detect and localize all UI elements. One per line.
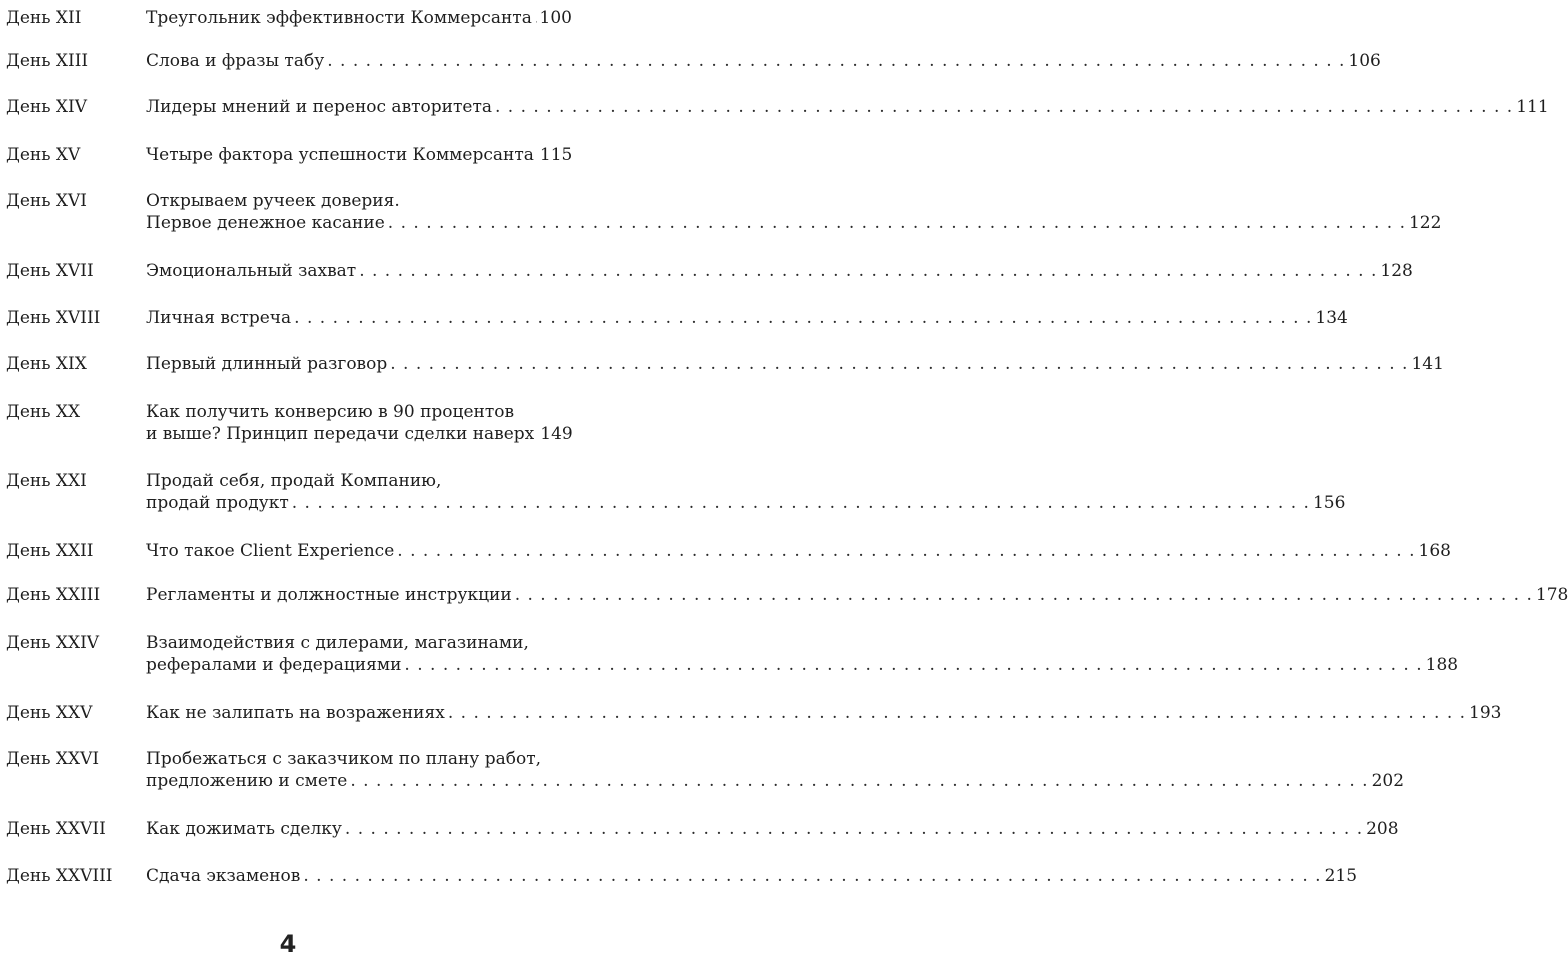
toc-day-label: День XXVIII (6, 866, 113, 886)
toc-title (146, 260, 1413, 282)
toc-title (146, 818, 1399, 840)
dot-leader (535, 7, 537, 29)
toc-title (146, 632, 1459, 676)
toc-title-text: Как получить конверсию в 90 процентов (146, 402, 515, 422)
toc-title-text: Первый длинный разговор (146, 354, 388, 374)
toc-day-label: День XXVII (6, 819, 106, 839)
toc-title (146, 353, 1444, 375)
toc-day-label: День XVIII (6, 308, 101, 328)
toc-page-number: 128 (1380, 261, 1413, 281)
toc-page-number: 100 (539, 8, 572, 28)
toc-title-text: Лидеры мнений и перенос авторитета (146, 97, 492, 117)
dot-leader: . . . . . . . . . . . . . . . . . . . . . . . . . . . . . . . . . . . . . . . . . . . . . . . . . . . . . . . . . . . . . . . . . . . . . . . . . . . . . . . . (387, 213, 1406, 233)
toc-title-text: Личная встреча (146, 308, 292, 328)
toc-title-text: и выше? Принцип передачи сделки наверх (146, 424, 535, 444)
toc-day-label: День XXI (6, 471, 87, 491)
toc-page-number: 156 (1312, 493, 1346, 513)
toc-title-text: продай продукт (146, 493, 289, 513)
toc-page-number: 115 (539, 145, 573, 165)
toc-title-text: Первое денежное касание (146, 213, 385, 233)
toc-day-label: День XXV (6, 703, 93, 723)
toc-day-label: День XIV (6, 97, 87, 117)
toc-title (146, 470, 1346, 514)
toc-title-text: Регламенты и должностные инструкции (146, 585, 512, 605)
toc-title-text: Сдача экзаменов (146, 866, 301, 886)
toc-title-text: Продай себя, продай Компанию, (146, 471, 442, 491)
toc-title (146, 7, 572, 29)
toc-page-number: 141 (1411, 354, 1444, 374)
toc-title (146, 865, 1358, 887)
dot-leader: . . . . . . . . . . . . . . . . . . . . . . . . . . . . . . . . . . . . . . . . . . . . . . . . . . . . . . . . . . . . . . . . . . . . . . . . . . . . . . . . (390, 354, 1409, 374)
toc-page-number: 202 (1371, 771, 1405, 791)
dot-leader: . . . . . . . . . . . . . . . . . . . . . . . . . . . . . . . . . . . . . . . . . . . . . . . . . . . . . . . . . . . . . . . . . . . . . . . . . . . . . . . . (303, 866, 1322, 886)
toc-title (146, 748, 1405, 792)
toc-page-number: 178 (1535, 585, 1568, 605)
toc-title-text: предложению и смете (146, 771, 348, 791)
toc-title (146, 401, 572, 445)
dot-leader: . . . . . . . . . . . . . . . . . . . . . . . . . . . . . . . . . . . . . . . . . . . . . . . . . . . . . . . . . . . . . . . . . . . . . . . . . . . . . . . . (447, 703, 1467, 723)
toc-day-label: День XIII (6, 51, 89, 71)
dot-leader: . . . . . . . . . . . . . . . . . . . . . . . . . . . . . . . . . . . . . . . . . . . . . . . . . . . . . . . . . . . . . . . . . . . . . . . . . . . . . . . . (514, 585, 1533, 605)
toc-page-number: 193 (1469, 703, 1502, 723)
toc-title-text: Как не залипать на возражениях (146, 703, 445, 723)
dot-leader: . . . . . . . . . . . . . . . . . . . . . . . . . . . . . . . . . . . . . . . . . . . . . . . . . . . . . . . . . . . . . . . . . . . . . . . . . . . . . . . . (404, 655, 1423, 675)
toc-page-number: 149 (540, 424, 573, 444)
toc-title-text: Что такое Client Experience (146, 541, 395, 561)
toc-title-text: Взаимодействия с дилерами, магазинами, (146, 633, 529, 653)
toc-page-number: 122 (1408, 213, 1442, 233)
toc-day-label: День XXIV (6, 633, 100, 653)
toc-title (146, 584, 1568, 606)
toc-title (146, 307, 1348, 329)
page-number: 4 (279, 930, 297, 958)
toc-day-label: День XIX (6, 354, 87, 374)
toc-page-number: 106 (1348, 51, 1381, 71)
dot-leader: . . . . . . . . . . . . . . . . . . . . . . . . . . . . . . . . . . . . . . . . . . . . . . . . . . . . . . . . . . . . . . . . . . . . . . . . . . . . . . . . (397, 541, 1416, 561)
toc-title (146, 144, 572, 166)
toc-title-text: Слова и фразы табу (146, 51, 325, 71)
dot-leader: . . . . . . . . . . . . . . . . . . . . . . . . . . . . . . . . . . . . . . . . . . . . . . . . . . . . . . . . . . . . . . . . . . . . . . . . . . . . . . . . (359, 261, 1378, 281)
toc-page-number: 188 (1425, 655, 1459, 675)
toc-title-text: Как дожимать сделку (146, 819, 342, 839)
toc-day-label: День XV (6, 145, 81, 165)
dot-leader: . . . . . . . . . . . . . . . . . . . . . . . . . . . . . . . . . . . . . . . . . . . . . . . . . . . . . . . . . . . . . . . . . . . . . . . . . . . . . . . . (495, 97, 1514, 117)
toc-title-text: Треугольник эффективности Коммерсанта (146, 8, 532, 28)
toc-page-number: 134 (1315, 308, 1348, 328)
toc-page-number: 215 (1324, 866, 1358, 886)
toc-day-label: День XVI (6, 191, 87, 211)
toc-title (146, 190, 1442, 234)
toc-title-text: Эмоциональный захват (146, 261, 357, 281)
toc-title (146, 702, 1502, 724)
dot-leader: . . . . . . . . . . . . . . . . . . . . . . . . . . . . . . . . . . . . . . . . . . . . . . . . . . . . . . . . . . . . . . . . . . . . . . . . . . . . . . . . (327, 51, 1346, 71)
toc-page-number: 168 (1418, 541, 1451, 561)
toc-title-text: рефералами и федерациями (146, 655, 402, 675)
toc-day-label: День XII (6, 8, 82, 28)
toc-title-text: Пробежаться с заказчиком по плану работ, (146, 749, 542, 769)
toc-title (146, 96, 1549, 118)
toc-day-label: День XXII (6, 541, 94, 561)
toc-page-number: 208 (1366, 819, 1399, 839)
toc-title (146, 540, 1451, 562)
toc-day-label: День XXIII (6, 585, 101, 605)
toc-title-text: Четыре фактора успешности Коммерсанта (146, 145, 534, 165)
dot-leader: . . . . . . . . . . . . . . . . . . . . . . . . . . . . . . . . . . . . . . . . . . . . . . . . . . . . . . . . . . . . . . . . . . . . . . . . . . . . . . . . (350, 771, 1369, 791)
dot-leader: . . . . . . . . . . . . . . . . . . . . . . . . . . . . . . . . . . . . . . . . . . . . . . . . . . . . . . . . . . . . . . . . . . . . . . . . . . . . . . . . (294, 308, 1313, 328)
toc-day-label: День XX (6, 402, 81, 422)
dot-leader: . . . . . . . . . . . . . . . . . . . . . . . . . . . . . . . . . . . . . . . . . . . . . . . . . . . . . . . . . . . . . . . . . . . . . . . . . . . . . . . . (291, 493, 1310, 513)
toc-day-label: День XXVI (6, 749, 100, 769)
toc-title-text: Открываем ручеек доверия. (146, 191, 400, 211)
toc-day-label: День XVII (6, 261, 94, 281)
toc-page-number: 111 (1516, 97, 1549, 117)
toc-title (146, 50, 1381, 72)
dot-leader: . . . . . . . . . . . . . . . . . . . . . . . . . . . . . . . . . . . . . . . . . . . . . . . . . . . . . . . . . . . . . . . . . . . . . . . . . . . . . . . . (344, 819, 1364, 839)
